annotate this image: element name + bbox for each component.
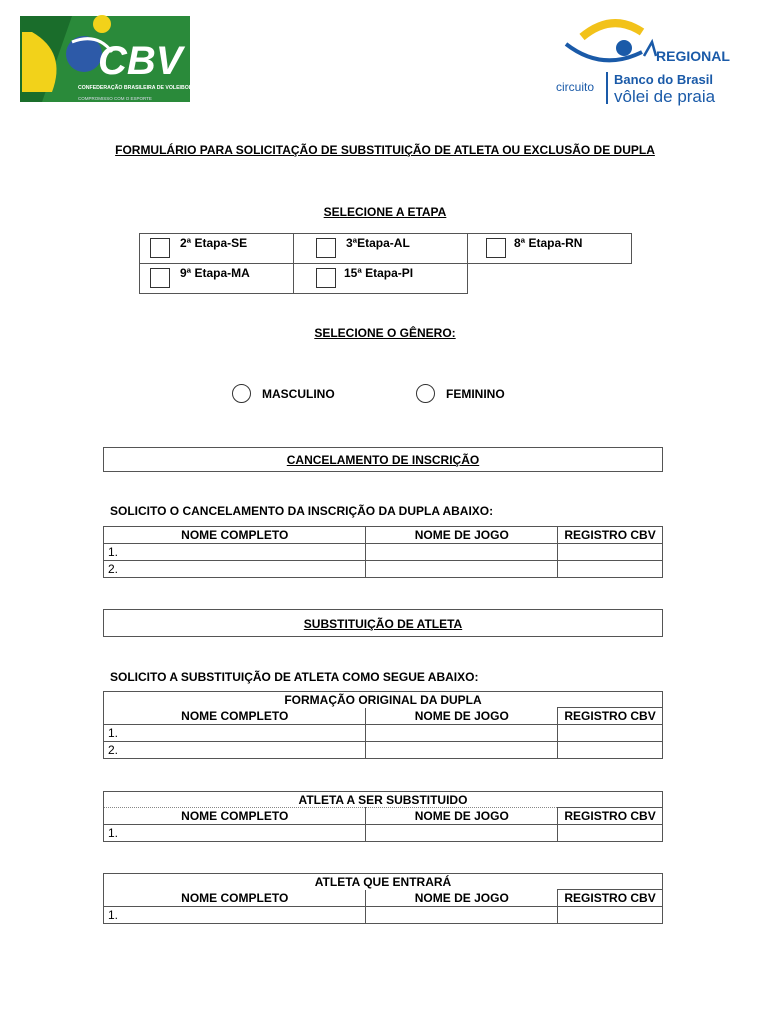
svg-text:REGIONAL: REGIONAL <box>656 48 730 64</box>
row-number[interactable]: 1. <box>104 825 366 842</box>
masculino-radio[interactable] <box>232 384 251 403</box>
feminino-radio[interactable] <box>416 384 435 403</box>
row-number[interactable]: 2. <box>104 561 366 578</box>
table-row <box>104 907 663 924</box>
column-header: NOME DE JOGO <box>366 708 558 725</box>
substituicao-heading-box <box>103 609 663 637</box>
svg-text:circuito: circuito <box>556 80 595 94</box>
table-row <box>104 561 663 578</box>
column-header: NOME COMPLETO <box>104 527 366 544</box>
table-row <box>104 544 663 561</box>
etapa-label: 15ª Etapa-PI <box>344 266 414 280</box>
etapa-checkbox-pi[interactable] <box>316 268 336 288</box>
row-number[interactable]: 1. <box>104 544 366 561</box>
atleta-substituido-table <box>103 791 663 842</box>
column-header: NOME COMPLETO <box>104 808 366 825</box>
table-row <box>104 725 663 742</box>
etapa-checkbox-al[interactable] <box>316 238 336 258</box>
svg-text:vôlei de praia: vôlei de praia <box>614 87 716 106</box>
registro-cbv-cell[interactable] <box>558 544 663 561</box>
etapa-checkbox-se[interactable] <box>150 238 170 258</box>
column-header: REGISTRO CBV <box>558 708 663 725</box>
etapa-label: 3ªEtapa-AL <box>346 236 410 250</box>
svg-text:CONFEDERAÇÃO BRASILEIRA DE VOL: CONFEDERAÇÃO BRASILEIRA DE VOLEIBOL <box>78 85 192 91</box>
svg-text:CBV: CBV <box>98 39 183 83</box>
column-header: NOME DE JOGO <box>366 890 558 907</box>
registro-cbv-cell[interactable] <box>558 725 663 742</box>
cancelamento-table <box>103 526 663 578</box>
substituicao-intro: SOLICITO A SUBSTITUIÇÃO DE ATLETA COMO SEGUE ABAIXO: <box>110 670 479 684</box>
etapa-label: 8ª Etapa-RN <box>514 236 583 250</box>
form-title: FORMULÁRIO PARA SOLICITAÇÃO DE SUBSTITUIÇÃO DE ATLETA OU EXCLUSÃO DE DUPLA <box>115 143 655 157</box>
svg-text:COMPROMISSO COM O ESPORTE: COMPROMISSO COM O ESPORTE <box>78 96 152 101</box>
genero-heading: SELECIONE O GÊNERO: <box>314 326 456 340</box>
nome-de-jogo-cell[interactable] <box>366 825 558 842</box>
table-row <box>104 825 663 842</box>
etapa-label: 2ª Etapa-SE <box>180 236 248 250</box>
formacao-original-table <box>103 691 663 759</box>
nome-de-jogo-cell[interactable] <box>366 725 558 742</box>
registro-cbv-cell[interactable] <box>558 907 663 924</box>
column-header: REGISTRO CBV <box>558 808 663 825</box>
etapa-checkbox-ma[interactable] <box>150 268 170 288</box>
column-header: REGISTRO CBV <box>558 527 663 544</box>
nome-de-jogo-cell[interactable] <box>366 907 558 924</box>
column-header: REGISTRO CBV <box>558 890 663 907</box>
cancelamento-heading-box <box>103 447 663 472</box>
registro-cbv-cell[interactable] <box>558 561 663 578</box>
etapa-label: 9ª Etapa-MA <box>180 266 250 280</box>
column-header: NOME COMPLETO <box>104 708 366 725</box>
row-number[interactable]: 1. <box>104 907 366 924</box>
cbv-logo <box>12 12 192 108</box>
table-header-row <box>104 527 663 544</box>
column-header: NOME DE JOGO <box>366 808 558 825</box>
masculino-label: MASCULINO <box>262 387 335 401</box>
cancelamento-intro: SOLICITO O CANCELAMENTO DA INSCRIÇÃO DA DUPLA ABAIXO: <box>110 504 494 518</box>
etapa-heading: SELECIONE A ETAPA <box>323 205 447 219</box>
registro-cbv-cell[interactable] <box>558 742 663 759</box>
nome-de-jogo-cell[interactable] <box>366 742 558 759</box>
circuito-regional-logo <box>552 12 742 108</box>
substituicao-heading: SUBSTITUIÇÃO DE ATLETA <box>303 617 463 631</box>
column-header: NOME DE JOGO <box>366 527 558 544</box>
row-number[interactable]: 1. <box>104 725 366 742</box>
row-number[interactable]: 2. <box>104 742 366 759</box>
table-title: ATLETA QUE ENTRARÁ <box>104 874 663 890</box>
table-header-row <box>104 890 663 907</box>
column-header: NOME COMPLETO <box>104 890 366 907</box>
atleta-entrara-table <box>103 873 663 924</box>
table-title: FORMAÇÃO ORIGINAL DA DUPLA <box>104 692 663 708</box>
table-header-row <box>104 808 663 825</box>
table-row <box>104 742 663 759</box>
registro-cbv-cell[interactable] <box>558 825 663 842</box>
etapa-checkbox-rn[interactable] <box>486 238 506 258</box>
cancelamento-heading: CANCELAMENTO DE INSCRIÇÃO <box>286 453 480 467</box>
nome-de-jogo-cell[interactable] <box>366 561 558 578</box>
svg-text:Banco do Brasil: Banco do Brasil <box>614 72 713 87</box>
nome-de-jogo-cell[interactable] <box>366 544 558 561</box>
feminino-label: FEMININO <box>446 387 505 401</box>
table-title: ATLETA A SER SUBSTITUIDO <box>104 792 663 808</box>
table-header-row <box>104 708 663 725</box>
